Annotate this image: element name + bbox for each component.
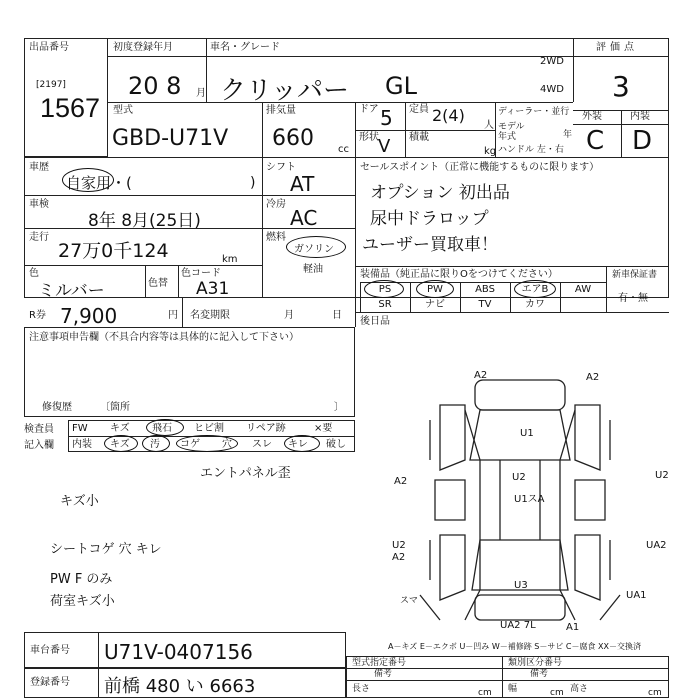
doors-value: 5 xyxy=(380,106,393,130)
fuel-label: 燃料 xyxy=(266,232,286,243)
insp-tobiishi: 飛石 xyxy=(152,423,172,434)
repair-label: 修復歴 xyxy=(42,402,72,413)
first-reg-value: 20 8 xyxy=(128,72,182,100)
equip-aw: AW xyxy=(574,284,592,295)
equip-leather: カワ xyxy=(525,299,545,310)
insp-ana: 穴 xyxy=(222,439,232,450)
hand-note-4: PW F のみ xyxy=(50,572,113,587)
registration-value: 前橋 480 い 6663 xyxy=(104,676,256,697)
inspector-label2: 記入欄 xyxy=(24,440,54,451)
color-label: 色 xyxy=(29,268,39,279)
sales-line-1: オプション 初出品 xyxy=(370,183,510,203)
deadline-label: 名変期限 xyxy=(190,310,230,321)
repair-bracket: 〔箇所 xyxy=(100,402,130,413)
after-label: 後日品 xyxy=(360,316,390,327)
sales-line-3: ユーザー買取車！ xyxy=(362,235,498,255)
mark-right-ua1: UA1 xyxy=(626,590,647,601)
mark-left-u2: U2 xyxy=(392,540,406,551)
lot-small: [2197] xyxy=(36,80,66,90)
first-reg-label: 初度登録年月 xyxy=(113,42,173,53)
recycle-yen: 円 xyxy=(168,310,178,321)
grade-value: GL xyxy=(385,72,417,100)
rating-value: 3 xyxy=(612,70,630,103)
ac-label: 冷房 xyxy=(266,199,286,210)
fuel-circle xyxy=(286,236,346,258)
mark-u2-center: U2 xyxy=(512,472,526,483)
equip-ps-circle xyxy=(364,280,404,298)
ac-value: AC xyxy=(290,206,318,230)
model-year-label2: 年式 xyxy=(498,132,517,142)
mark-sm: スマ xyxy=(400,596,418,606)
insp-kire: キレ xyxy=(288,439,308,450)
length-label: 長さ xyxy=(352,684,371,694)
hand-note-3: シートコゲ 穴 キレ xyxy=(50,542,162,557)
equipment-label: 装備品（純正品に限りOをつけてください） xyxy=(360,269,558,280)
width-label: 幅 xyxy=(508,684,518,694)
model-label: 型式 xyxy=(113,105,133,116)
lot-number: 1567 xyxy=(40,93,101,123)
model-value: GBD-U71V xyxy=(112,126,229,151)
equip-abs: ABS xyxy=(475,284,495,295)
height-label: 高さ xyxy=(570,684,589,694)
inspection-label: 車検 xyxy=(29,199,49,210)
ext-value: C xyxy=(586,126,605,156)
insp-kizu2: キズ xyxy=(110,439,130,450)
type-label: 型式指定番号 xyxy=(352,658,407,668)
sales-label: セールスポイント（正常に機能するものに限ります） xyxy=(360,162,600,173)
insp-kizu1: キズ xyxy=(110,423,130,434)
mark-bottom-a1: A1 xyxy=(566,622,580,633)
recycle-label: R券 xyxy=(29,310,46,321)
equip-airbag-circle xyxy=(514,280,556,298)
length-cm: cm xyxy=(478,688,492,698)
deadline-day: 日 xyxy=(332,310,342,321)
insp-fw: FW xyxy=(72,423,88,434)
equip-pw-circle xyxy=(416,280,454,298)
equip-pw: PW xyxy=(427,284,443,295)
int-label: 内装 xyxy=(630,111,650,122)
ext-label: 外装 xyxy=(582,111,602,122)
insp-tobiishi-circle xyxy=(146,419,184,436)
cc-unit: cc xyxy=(338,144,349,155)
color-code-value: A31 xyxy=(196,279,230,299)
equip-tv: TV xyxy=(478,299,492,310)
handle-label: ハンドル 左・右 xyxy=(498,145,564,155)
displacement-value: 660 xyxy=(272,126,314,151)
recycle-value: 7,900 xyxy=(60,304,118,328)
shape-label: 形状 xyxy=(359,132,379,143)
equip-airbag: エアB xyxy=(521,284,549,295)
dealer-label: ディーラー・並行 xyxy=(498,107,570,117)
mark-top-left: A2 xyxy=(474,370,488,381)
rating-label: 評価点 xyxy=(596,42,638,53)
capacity-label: 定員 xyxy=(409,104,429,115)
width-cm: cm xyxy=(550,688,564,698)
mark-right-ua2: UA2 xyxy=(646,540,667,551)
inspection-value: 8年 8月(25日) xyxy=(88,211,201,231)
mark-u1: U1 xyxy=(520,428,534,439)
hand-note-2: キズ小 xyxy=(60,494,99,509)
shift-label: シフト xyxy=(266,162,296,173)
capacity-value: 2(4) xyxy=(432,106,465,125)
lot-label: 出品番号 xyxy=(29,42,69,53)
insp-int: 内装 xyxy=(72,439,92,450)
history-label: 車歴 xyxy=(29,162,49,173)
insp-dirt: 汚 xyxy=(150,439,160,450)
insp-kire-circle xyxy=(284,435,320,452)
chassis-label: 車台番号 xyxy=(30,645,70,656)
registration-label: 登録番号 xyxy=(30,677,70,688)
repair-close: 〕 xyxy=(334,402,344,413)
height-cm: cm xyxy=(648,688,662,698)
mark-bottom-ua2: UA2 7L xyxy=(500,620,536,631)
history-value: 自家用・( xyxy=(66,174,132,192)
mark-u1a: U1スA xyxy=(514,494,545,505)
note-label-2: 備考 xyxy=(530,669,549,679)
insp-dirt-circle xyxy=(142,435,170,452)
note-label: 備考 xyxy=(374,669,393,679)
insp-sure: スレ xyxy=(252,439,272,450)
sales-line-2: 尿中ドラロップ xyxy=(370,209,489,229)
damage-legend: A－キズ E－エクボ U－凹み W－補修跡 S－サビ C－腐食 XX－交換済 xyxy=(388,642,642,651)
mark-left-a2: A2 xyxy=(394,476,408,487)
inspector-label: 検査員 xyxy=(24,424,54,435)
new-car-value: 有・無 xyxy=(618,293,648,304)
chassis-value: U71V-0407156 xyxy=(104,640,253,664)
category-label: 類別区分番号 xyxy=(508,658,563,668)
shift-value: AT xyxy=(290,172,315,196)
insp-hibi: ヒビ割 xyxy=(194,423,224,434)
car-name-label: 車名・グレード xyxy=(210,42,280,53)
insp-x: ×要 xyxy=(314,423,333,434)
insp-koge: コゲ xyxy=(180,439,200,450)
color-value: ミルバー xyxy=(38,281,105,301)
color-tone-label: 色替 xyxy=(148,278,168,289)
mileage-unit: km xyxy=(222,254,238,265)
car-name-value: クリッパー xyxy=(220,76,349,106)
history-circle xyxy=(62,168,114,192)
shape-value: V xyxy=(378,136,391,157)
equip-sr: SR xyxy=(378,299,392,310)
int-value: D xyxy=(632,126,653,156)
color-code-label: 色コード xyxy=(181,268,221,279)
doors-label: ドア xyxy=(359,104,379,115)
equip-ps: PS xyxy=(378,284,392,295)
fuel-diesel: 軽油 xyxy=(303,264,323,275)
model-year-label: モデル xyxy=(498,122,525,132)
new-car-label: 新車保証書 xyxy=(612,270,658,280)
history-paren: ) xyxy=(250,175,256,191)
drive-2wd: 2WD xyxy=(540,56,564,67)
insp-repair: リペア跡 xyxy=(246,423,286,434)
mark-right-u2: U2 xyxy=(655,470,669,481)
year-suffix: 年 xyxy=(563,130,573,140)
insp-kizu2-circle xyxy=(104,435,138,452)
drive-4wd: 4WD xyxy=(540,84,564,95)
mark-left-a2b: A2 xyxy=(392,552,406,563)
first-reg-month: 月 xyxy=(196,88,206,99)
mark-top-right: A2 xyxy=(586,372,600,383)
insp-koge-circle xyxy=(176,435,238,452)
kg-unit: kg xyxy=(484,146,497,157)
deadline-month: 月 xyxy=(284,310,294,321)
mileage-label: 走行 xyxy=(29,232,49,243)
insp-yabure: 破し xyxy=(326,439,346,450)
equip-navi: ナビ xyxy=(425,299,445,310)
hand-note-5: 荷室キズ小 xyxy=(50,594,115,609)
capacity-unit: 人 xyxy=(484,120,494,131)
fuel-gas: ガソリン xyxy=(294,244,334,255)
hand-note-1: エントパネル歪 xyxy=(200,466,291,481)
displacement-label: 排気量 xyxy=(266,105,296,116)
load-label: 積載 xyxy=(409,132,429,143)
mark-u3: U3 xyxy=(514,580,528,591)
mileage-value: 27万0千124 xyxy=(58,240,169,262)
notes-label: 注意事項申告欄（不具合内容等は具体的に記入して下さい） xyxy=(29,332,299,343)
